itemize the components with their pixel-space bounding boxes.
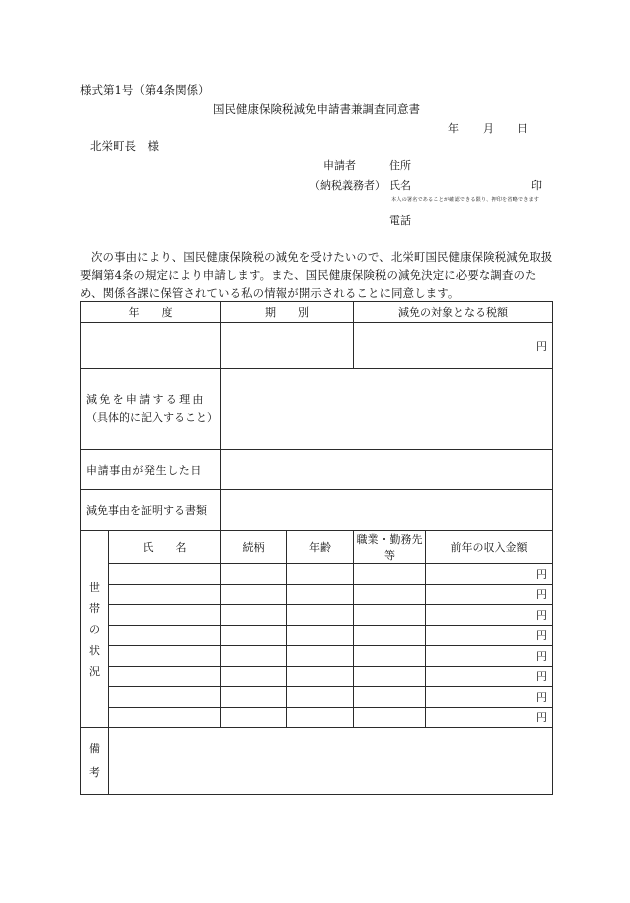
- occurrence-date-label: 申請事由が発生した日: [81, 450, 221, 490]
- yen-unit: 円: [536, 649, 547, 663]
- occupation-field[interactable]: [354, 707, 426, 728]
- fiscal-year-header: 年 度: [81, 302, 221, 323]
- relationship-field[interactable]: [221, 605, 287, 626]
- reason-field[interactable]: [221, 369, 553, 450]
- yen-unit: 円: [536, 690, 547, 704]
- yen-unit: 円: [536, 670, 547, 684]
- consent-statement: 次の事由により、国民健康保険税の減免を受けたいので、北栄町国民健康保険税減免取扱要綱第4条の規定により申請します。また、国民健康保険税の減免決定に必要な調査のため、関係各課に保管されている私の情報が開示されることに同意します。: [80, 250, 553, 300]
- name-label: 氏名: [389, 179, 411, 192]
- member-name-field[interactable]: [109, 625, 221, 646]
- proof-document-label: 減免事由を証明する書類: [81, 490, 221, 531]
- seal-label: 印: [531, 179, 542, 192]
- household-label-char: 帯: [89, 601, 100, 615]
- age-field[interactable]: [287, 605, 354, 626]
- member-name-field[interactable]: [109, 584, 221, 605]
- household-member-row: [81, 584, 553, 605]
- household-member-row: [81, 687, 553, 708]
- proof-document-field[interactable]: [221, 490, 553, 531]
- tax-amount-header: 減免の対象となる税額: [354, 302, 553, 323]
- proof-document-row: [81, 490, 553, 531]
- household-member-row: [81, 666, 553, 687]
- member-name-header: 氏 名: [109, 531, 221, 564]
- member-name-field[interactable]: [109, 666, 221, 687]
- relationship-field[interactable]: [221, 564, 287, 585]
- occupation-field[interactable]: [354, 584, 426, 605]
- household-label-char: 況: [89, 664, 100, 678]
- remarks-label: [81, 728, 109, 795]
- household-member-row: [81, 707, 553, 728]
- date-month-label: 月: [483, 122, 494, 135]
- prior-income-field[interactable]: [426, 625, 553, 646]
- age-field[interactable]: [287, 687, 354, 708]
- period-field[interactable]: [221, 323, 354, 369]
- phone-label: 電話: [389, 214, 411, 227]
- occupation-field[interactable]: [354, 625, 426, 646]
- prior-income-field[interactable]: [426, 564, 553, 585]
- relationship-field[interactable]: [221, 625, 287, 646]
- household-member-row: [81, 625, 553, 646]
- fiscal-year-field[interactable]: [81, 323, 221, 369]
- age-header: 年齢: [287, 531, 354, 564]
- tax-header-row: [81, 302, 553, 323]
- remarks-field[interactable]: [109, 728, 553, 795]
- yen-unit: 円: [536, 588, 547, 602]
- household-status-label: [81, 531, 109, 728]
- prior-income-field[interactable]: [426, 646, 553, 667]
- household-member-row: [81, 646, 553, 667]
- taxpayer-label: （納税義務者）: [309, 179, 386, 192]
- member-name-field[interactable]: [109, 605, 221, 626]
- tax-input-row: [81, 323, 553, 369]
- prior-income-field[interactable]: [426, 666, 553, 687]
- age-field[interactable]: [287, 707, 354, 728]
- form-title: 国民健康保険税減免申請書兼調査同意書: [213, 102, 420, 116]
- remarks-label-char: 備: [89, 742, 100, 755]
- age-field[interactable]: [287, 584, 354, 605]
- remarks-row: [81, 728, 553, 795]
- occupation-field[interactable]: [354, 646, 426, 667]
- household-member-row: [81, 605, 553, 626]
- tax-amount-field[interactable]: [354, 323, 553, 369]
- form-number: 様式第1号（第4条関係）: [80, 83, 210, 97]
- prior-income-field[interactable]: [426, 605, 553, 626]
- relationship-field[interactable]: [221, 584, 287, 605]
- relationship-field[interactable]: [221, 707, 287, 728]
- reason-row: [81, 369, 553, 450]
- occupation-field[interactable]: [354, 605, 426, 626]
- yen-unit: 円: [536, 629, 547, 643]
- occurrence-date-row: [81, 450, 553, 490]
- address-label: 住所: [389, 159, 411, 172]
- age-field[interactable]: [287, 646, 354, 667]
- occupation-field[interactable]: [354, 687, 426, 708]
- yen-unit: 円: [536, 608, 547, 622]
- household-label-char: 世: [89, 580, 100, 594]
- application-table: [80, 301, 553, 795]
- member-name-field[interactable]: [109, 687, 221, 708]
- relationship-field[interactable]: [221, 646, 287, 667]
- age-field[interactable]: [287, 564, 354, 585]
- relationship-field[interactable]: [221, 687, 287, 708]
- relationship-field[interactable]: [221, 666, 287, 687]
- date-year-label: 年: [448, 122, 459, 135]
- age-field[interactable]: [287, 625, 354, 646]
- household-label-char: 状: [89, 643, 100, 657]
- household-label-char: の: [89, 622, 100, 636]
- reason-label-cell: [81, 369, 221, 450]
- date-day-label: 日: [517, 122, 528, 135]
- member-name-field[interactable]: [109, 646, 221, 667]
- addressee: 北栄町長 様: [90, 139, 159, 153]
- occupation-field[interactable]: [354, 666, 426, 687]
- remarks-label-char: 考: [89, 766, 100, 779]
- reason-label-note: （具体的に記入すること）: [86, 411, 218, 424]
- age-field[interactable]: [287, 666, 354, 687]
- occurrence-date-field[interactable]: [221, 450, 553, 490]
- yen-unit: 円: [536, 711, 547, 725]
- yen-unit: 円: [536, 339, 547, 353]
- prior-income-header: 前年の収入金額: [426, 531, 553, 564]
- member-name-field[interactable]: [109, 564, 221, 585]
- prior-income-field[interactable]: [426, 707, 553, 728]
- occupation-field[interactable]: [354, 564, 426, 585]
- yen-unit: 円: [536, 567, 547, 581]
- relationship-header: 続柄: [221, 531, 287, 564]
- period-header: 期 別: [221, 302, 354, 323]
- household-member-row: [81, 564, 553, 585]
- applicant-label: 申請者: [323, 159, 356, 172]
- seal-note: 本人の署名であることが確認できる限り、押印を省略できます: [391, 197, 540, 203]
- member-name-field[interactable]: [109, 707, 221, 728]
- prior-income-field[interactable]: [426, 584, 553, 605]
- occupation-header: 職業・勤務先等: [354, 531, 426, 564]
- reason-label: 減免を申請する理由: [86, 393, 206, 406]
- prior-income-field[interactable]: [426, 687, 553, 708]
- household-header-row: [81, 531, 553, 564]
